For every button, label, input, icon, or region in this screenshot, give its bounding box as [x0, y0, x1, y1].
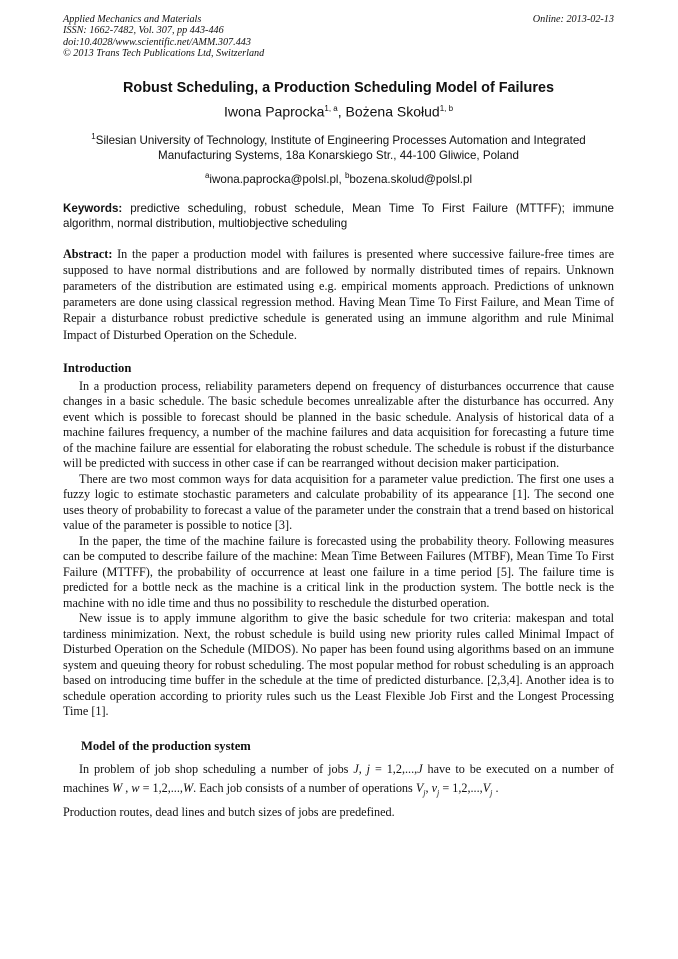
journal-header	[63, 14, 614, 59]
math-var: w	[131, 781, 140, 796]
paper-page	[63, 14, 614, 823]
email-link[interactable]: iwona.paprocka@polsl.pl,	[209, 172, 345, 186]
author-separator: ,	[337, 103, 346, 120]
paragraph	[63, 760, 614, 803]
math-subscript: j	[437, 788, 440, 798]
text-run: ,	[122, 781, 132, 796]
text-run: = 1,2,...,	[370, 761, 418, 776]
math-var: V	[482, 781, 491, 796]
abstract-text: In the paper a production model with failures is presented where successive failure-free times are supposed to have normal distributions and are followed by normally distributed times of repairs. Unknown parameters of the distribution are estimated using e.g. empirical moments approach. Predictions of unknown parameters are done using classical regression method. Having Mean Time To First Failure, and Mean Time of Repair a disturbance robust predictive schedule is generated using an immune algorithm and rule Minimal Impact of Disturbed Operation on the Schedule.	[63, 246, 614, 342]
math-var: v	[431, 781, 438, 796]
paragraph: New issue is to apply immune algorithm to give the basic schedule for two criteria: makespan and total tardiness minimization. Next, the robust schedule is build using new priority rules called Minimal Impact of Disturbed Operation on the Schedule (MIDOS). No paper has been found using algorithms based on an immune system and queuing theory for robust scheduling. The most popular method for robust scheduling is an approach based on introducing time buffer in the schedule at the time of predicted disturbance. [2,3,4]. Another idea is to schedule operation according to priority rules such us the Least Flexible Job First and the Longest Processing Time [1].	[63, 611, 614, 719]
journal-doi: doi:10.4028/www.scientific.net/AMM.307.443	[63, 36, 251, 48]
math-subscript: j	[423, 788, 426, 798]
email-mark: a	[204, 170, 210, 180]
math-var: J	[353, 761, 359, 776]
keywords	[63, 201, 614, 231]
text-run: have to be executed on a number of machines	[63, 761, 614, 796]
journal-copyright: © 2013 Trans Tech Publications Ltd, Switzerland	[63, 47, 265, 59]
math-subscript: j	[490, 788, 493, 798]
keywords-label: Keywords:	[63, 201, 123, 215]
text-run: ,	[358, 761, 367, 776]
math-var: V	[415, 781, 424, 796]
paragraph: In a production process, reliability parameters depend on frequency of disturbances occurrence that cause changes in a basic schedule. The basic schedule becomes unrealizable after the disturbance has occurred. Any event which is possible to forecast should be planned in the basic schedule. Analysis of historical data of a machine failures frequency, a number of the machine failures and data acquisition for forecasting a future time of the machine failure are essential for elaborating the robust schedule. The schedule is robust if the disturbance will be predicted with success in other case if can be rearranged without decision maker participation.	[63, 378, 614, 471]
author-name: Bożena Skołud	[345, 103, 440, 120]
author-name: Iwona Paprocka	[223, 103, 325, 120]
math-var: j	[366, 761, 371, 776]
paragraph: Production routes, dead lines and butch sizes of jobs are predefined.	[63, 805, 395, 820]
paragraph: There are two most common ways for data acquisition for a parameter value prediction. The first one uses a fuzzy logic to estimate stochastic parameters and calculate probability of its appearance [1]. The second one uses theory of probability to forecast a value of the parameter under the constrain that a trend based on historical value of the parameter is possible to notice [3].	[63, 471, 614, 533]
text-run: = 1,2,...,	[139, 781, 183, 796]
abstract	[63, 246, 614, 343]
keywords-text: predictive scheduling, robust schedule, Mean Time To First Failure (MTTFF); immune algorithm, normal distribution, multiobjective scheduling	[63, 201, 614, 230]
text-run: .	[492, 781, 499, 796]
affiliation-text: Silesian University of Technology, Institute of Engineering Processes Automation and Integrated Manufacturing Systems, 18a Konarskiego Str., 44-100 Gliwice, Poland	[95, 133, 586, 162]
journal-name: Applied Mechanics and Materials	[63, 14, 202, 25]
text-run: = 1,2,...,	[439, 781, 483, 796]
math-var: J	[417, 761, 423, 776]
author-affiliation-mark: 1, b	[439, 104, 454, 114]
email-link[interactable]: bozena.skolud@polsl.pl	[349, 172, 473, 186]
affiliation	[63, 129, 614, 163]
journal-issn: ISSN: 1662-7482, Vol. 307, pp 443-446	[63, 25, 224, 37]
text-run: In problem of job shop scheduling a number of jobs	[79, 761, 354, 776]
online-date: Online: 2013-02-13	[532, 14, 614, 25]
author-line	[63, 100, 614, 121]
abstract-label: Abstract:	[63, 246, 113, 261]
section-heading-introduction: Introduction	[63, 360, 132, 375]
math-var: W	[112, 781, 123, 796]
author-affiliation-mark: 1, a	[324, 104, 338, 114]
author-emails	[63, 168, 614, 187]
text-run: . Each job consists of a number of operations	[193, 781, 416, 796]
math-var: W	[182, 781, 194, 796]
email-mark: b	[344, 170, 350, 180]
affiliation-mark: 1	[91, 131, 96, 141]
paper-title: Robust Scheduling, a Production Scheduling Model of Failures	[123, 80, 554, 97]
paragraph: In the paper, the time of the machine failure is forecasted using the probability theory. Following measures can be computed to describe failure of the machine: Mean Time Between Failures (MTBF), Mean Time To First Failure (MTTFF), the probability of occurrence at least one failure in a time period [5]. The failure time is predicted for a bottle neck as the machine is a critical link in the production system. The bottle neck is the machine with no idle time and thus no possibility to reschedule the disturbed operation.	[63, 533, 614, 610]
section-heading-model: Model of the production system	[81, 738, 251, 753]
text-run: ,	[425, 781, 432, 796]
